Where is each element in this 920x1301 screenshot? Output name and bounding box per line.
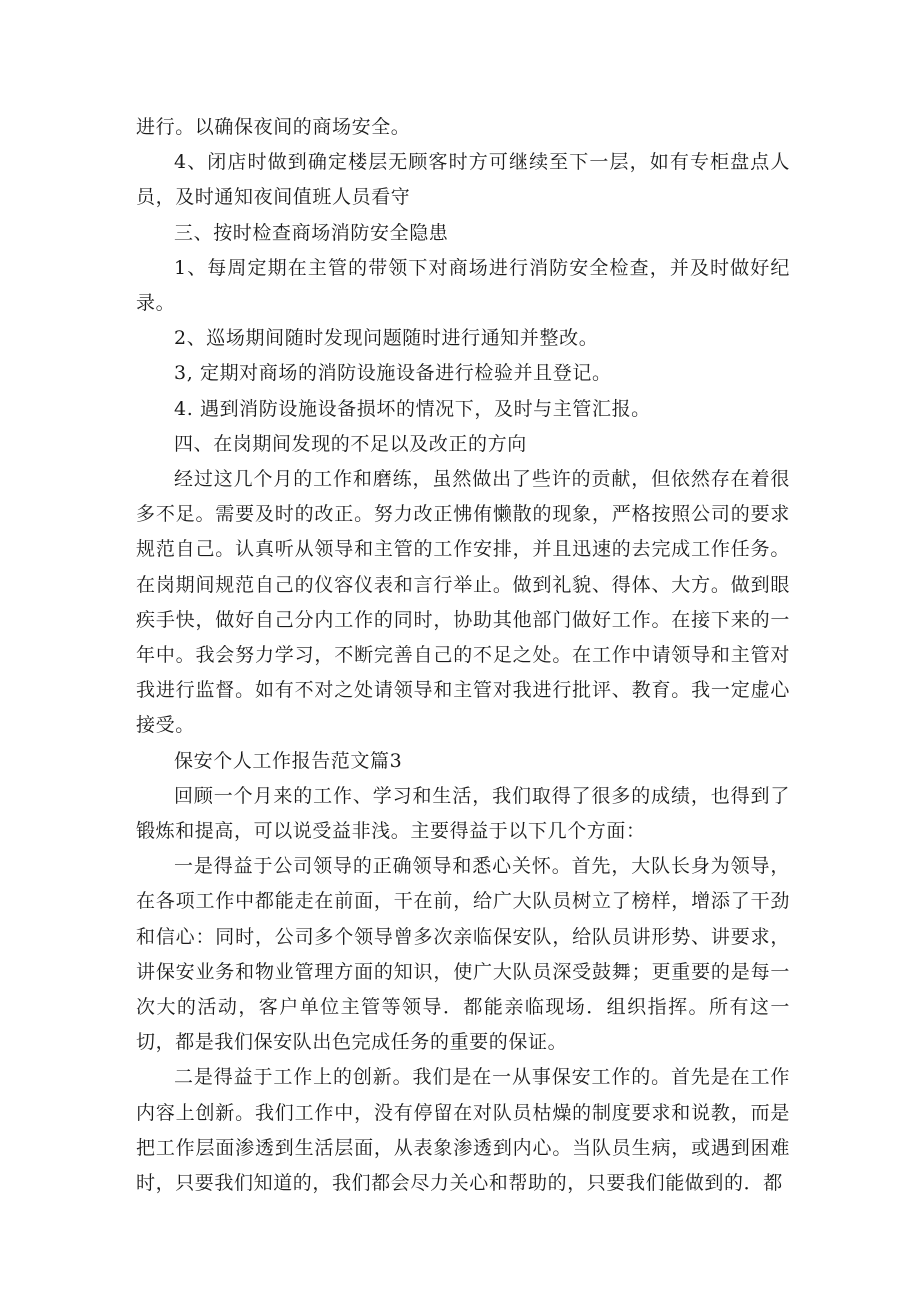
paragraph-11: 回顾一个月来的工作、学习和生活，我们取得了很多的成绩，也得到了锻炼和提高，可以说受益非浅。主要得益于以下几个方面：	[136, 784, 790, 843]
paragraph-2: 4、闭店时做到确定楼层无顾客时方可继续至下一层，如有专柜盘点人员，及时通知夜间值班人员看守	[136, 151, 790, 209]
paragraph-13: 二是得益于工作上的创新。我们是在一从事保安工作的。首先是在工作内容上创新。我们工作中，没有停留在对队员枯燥的制度要求和说教，而是把工作层面渗透到生活层面，从表象渗透到内心。当队员生病，或遇到困难时，只要我们知道的，我们都会尽力关心和帮助的，只要我们能做到的．都	[136, 1066, 790, 1195]
paragraph-7: 4. 遇到消防设施设备损坏的情况下，及时与主管汇报。	[174, 397, 651, 420]
section-heading-3: 三、按时检查商场消防安全隐患	[174, 221, 449, 244]
paragraph-9: 经过这几个月的工作和磨练，虽然做出了些许的贡献，但依然存在着很多不足。需要及时的改正。努力改正怫侑懒散的现象，严格按照公司的要求规范自己。认真听从领导和主管的工作安排，并且迅速的去完成工作任务。在岗期间规范自己的仪容仪表和言行举止。做到礼貌、得体、大方。做到眼疾手快，做好自己分内工作的同时，协助其他部门做好工作。在接下来的一年中。我会努力学习，不断完善自己的不足之处。在工作中请领导和主管对我进行监督。如有不对之处请领导和主管对我进行批评、教育。我一定虚心接受。	[136, 468, 790, 737]
paragraph-4: 1、每周定期在主管的带领下对商场进行消防安全检查，并及时做好纪录。	[136, 256, 790, 315]
paragraph-12: 一是得益于公司领导的正确领导和悉心关怀。首先，大队长身为领导，在各项工作中都能走在前面，干在前，给广大队员树立了榜样，增添了干劲和信心：同时，公司多个领导曾多次亲临保安队，给队员讲形势、讲要求，讲保安业务和物业管理方面的知识，使广大队员深受鼓舞；更重要的是每一次大的活动，客户单位主管等领导．都能亲临现场．组织指挥。所有这一切，都是我们保安队出色完成任务的重要的保证。	[136, 855, 790, 1054]
document-body	[136, 110, 790, 1201]
section-heading-4: 四、在岗期间发现的不足以及改正的方向	[174, 432, 527, 455]
article-title: 保安个人工作报告范文篇3	[174, 749, 403, 772]
paragraph-1: 进行。以确保夜间的商场安全。	[136, 116, 411, 138]
paragraph-5: 2、巡场期间随时发现问题随时进行通知并整改。	[174, 327, 599, 350]
paragraph-6: 3, 定期对商场的消防设施设备进行检验并且登记。	[174, 362, 612, 385]
